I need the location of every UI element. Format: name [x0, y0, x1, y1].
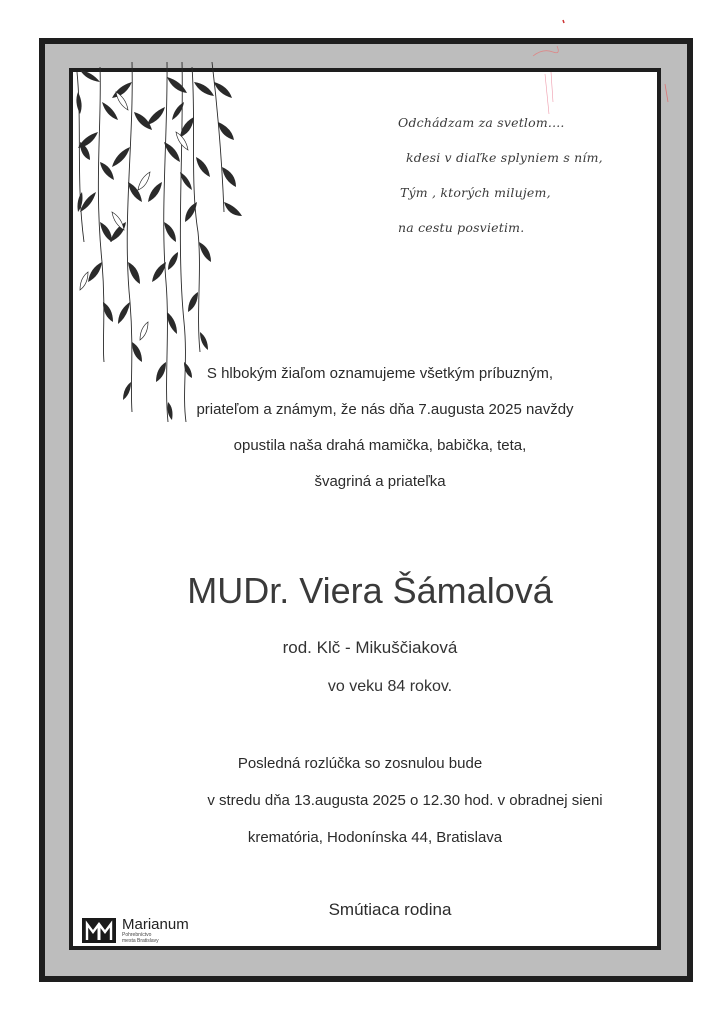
announcement-line: S hlbokým žiaľom oznamujeme všetkým príbuzným, [206, 365, 554, 382]
marianum-logo [82, 915, 189, 945]
poem-line: na cestu posvietim. [398, 220, 525, 235]
poem-line: kdesi v diaľke splyniem s ním, [406, 150, 603, 165]
farewell-poem [398, 115, 658, 255]
service-line: Posledná rozlúčka so zosnulou bude [237, 755, 483, 772]
announcement-text [100, 362, 660, 506]
poem-line: Odchádzam za svetlom.... [398, 115, 565, 130]
funeral-service-details [100, 752, 660, 863]
logo-text [122, 917, 189, 944]
service-line: krematória, Hodonínska 44, Bratislava [247, 829, 503, 846]
pen-scribble-mark [515, 14, 675, 114]
announcement-line: opustila naša drahá mamička, babička, teta, [233, 437, 527, 454]
deceased-name: MUDr. Viera Šámalová [187, 570, 553, 611]
deceased-age: vo veku 84 rokov. [327, 678, 453, 695]
logo-subtitle: Pohrebníctvo [122, 931, 152, 938]
announcement-line: švagriná a priateľka [314, 473, 446, 490]
logo-subtitle: mesta Bratislavy [122, 937, 159, 944]
announcement-line: priateľom a známym, že nás dňa 7.augusta 2025 navždy [196, 401, 574, 418]
logo-name: Marianum [122, 915, 189, 933]
marianum-logo-icon [82, 915, 116, 945]
service-line: v stredu dňa 13.augusta 2025 o 12.30 hod. v obradnej sieni [207, 792, 603, 809]
poem-line: Tým , ktorých milujem, [400, 185, 551, 200]
maiden-name: rod. Klč - Mikuščiaková [282, 638, 458, 657]
family-signature: Smútiaca rodina [328, 900, 452, 919]
